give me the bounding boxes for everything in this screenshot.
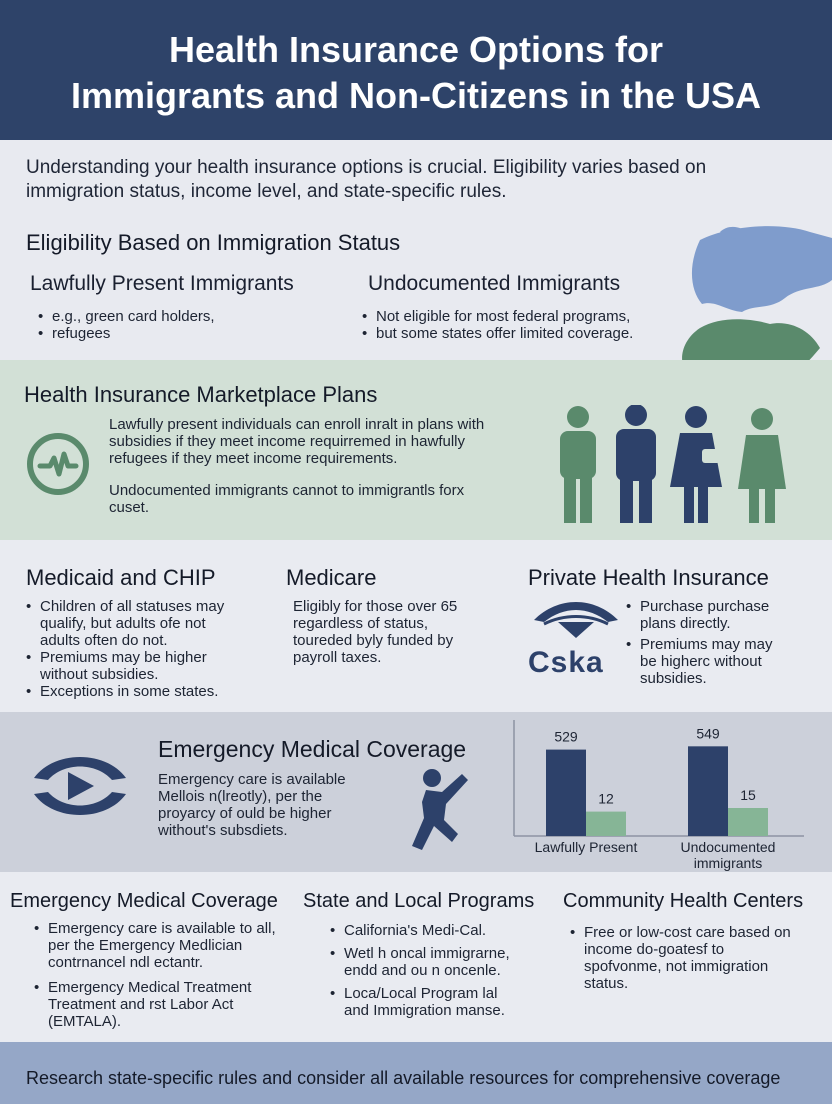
intro-text bbox=[26, 156, 726, 204]
be-b1-l1: Emergency care is available to all, bbox=[48, 920, 276, 937]
marketplace-p1-line-2: subsidies if they meet income requirremed in hawfully bbox=[109, 433, 465, 450]
be-b2-l3: (EMTALA). bbox=[48, 1013, 122, 1030]
cska-logo-text: Cska bbox=[528, 646, 604, 679]
runner-icon bbox=[400, 768, 470, 852]
medicaid-bullet-3 bbox=[26, 683, 266, 700]
community-bullet-1 bbox=[570, 924, 810, 992]
category-label-1-1: immigrants bbox=[693, 855, 763, 871]
private-b2-l2: be higherc without bbox=[640, 653, 762, 670]
shield-eye-mark bbox=[528, 600, 624, 642]
intro-line-1: Understanding your health insurance options is crucial. Eligibility varies based on bbox=[26, 157, 707, 178]
pulse-icon bbox=[26, 432, 90, 496]
bottom-emergency-bullet-1 bbox=[34, 920, 294, 971]
medicaid-bullet-2 bbox=[26, 649, 266, 683]
bar-green-1 bbox=[728, 808, 768, 836]
marketplace-p1-line-3: refugees if they meet income requirements. bbox=[109, 450, 398, 467]
medicare-heading: Medicare bbox=[286, 565, 377, 590]
emergency-panel-text bbox=[158, 771, 388, 839]
medicaid-b1-l3: adults often do not. bbox=[40, 632, 168, 649]
lawful-bullet-1: • e.g., green card holders, bbox=[38, 308, 215, 325]
emergency-panel-heading: Emergency Medical Coverage bbox=[158, 736, 467, 762]
medicare-line-1: Eligibly for those over 65 bbox=[293, 598, 458, 615]
emergency-panel-line-4: without's subsdiets. bbox=[158, 822, 288, 839]
medicare-line-3: toureded byly funded by bbox=[293, 632, 454, 649]
undocumented-title: Undocumented Immigrants bbox=[368, 272, 621, 295]
lawful-bullet-2: • refugees bbox=[38, 325, 215, 342]
bottom-emergency-bullets bbox=[34, 920, 294, 1030]
medicare-text bbox=[293, 598, 493, 666]
state-programs-bullets bbox=[330, 922, 550, 1019]
shield-eye-logo-icon bbox=[528, 600, 624, 679]
medicare-line-4: payroll taxes. bbox=[293, 649, 382, 666]
bar-label-green-0: 12 bbox=[598, 790, 614, 807]
footer-text: Research state-specific rules and consider all available resources for comprehensive coverage bbox=[26, 1068, 781, 1088]
cm-b1-l4: status. bbox=[584, 975, 629, 992]
undocumented-bullet-1: • Not eligible for most federal programs, bbox=[362, 308, 633, 325]
bar-chart bbox=[508, 712, 808, 872]
private-b2-l3: subsidies. bbox=[640, 670, 707, 687]
page-title bbox=[0, 0, 832, 119]
medicaid-bullets bbox=[26, 598, 266, 700]
private-b1-l1: Purchase purchase bbox=[640, 598, 770, 615]
bar-dark-1 bbox=[688, 746, 728, 836]
title-line-2: Immigrants and Non-Citizens in the USA bbox=[70, 75, 762, 116]
private-bullets bbox=[626, 598, 816, 687]
state-programs-heading: State and Local Programs bbox=[303, 890, 535, 912]
st-b2-l1: Wetl h oncal immigrarne, bbox=[344, 945, 510, 962]
bar-label-green-1: 15 bbox=[740, 787, 756, 803]
st-b3-l1: Loca/Local Program lal bbox=[344, 985, 498, 1002]
cm-b1-l3: spofvonme, not immigration bbox=[584, 958, 769, 975]
private-heading: Private Health Insurance bbox=[528, 565, 769, 590]
medicare-line-2: regardless of status, bbox=[293, 615, 429, 632]
st-b1-l1: California's Medi-Cal. bbox=[344, 922, 487, 939]
be-b2-l1: Emergency Medical Treatment bbox=[48, 979, 252, 996]
title-line-1: Health Insurance Options for bbox=[168, 29, 664, 70]
state-bullet-3 bbox=[330, 985, 550, 1019]
private-b2-l1: Premiums may may bbox=[640, 636, 773, 653]
community-bullets bbox=[570, 924, 810, 992]
medicaid-b3-l1: Exceptions in some states. bbox=[40, 683, 219, 700]
be-b1-l3: contrnancel ndl ectantr. bbox=[48, 954, 204, 971]
lawful-title: Lawfully Present Immigrants bbox=[30, 272, 294, 295]
emergency-panel-line-2: Mellois n(lreotly), per the bbox=[158, 788, 323, 805]
be-b2-l2: Treatment and rst Labor Act bbox=[48, 996, 234, 1013]
medicaid-heading: Medicaid and CHIP bbox=[26, 565, 216, 590]
bar-dark-0 bbox=[546, 750, 586, 836]
medicaid-bullet-1 bbox=[26, 598, 266, 649]
cm-b1-l1: Free or low-cost care based on bbox=[584, 924, 791, 941]
marketplace-heading: Health Insurance Marketplace Plans bbox=[24, 382, 378, 407]
medicaid-b2-l2: without subsidies. bbox=[40, 666, 159, 683]
state-bullet-2 bbox=[330, 945, 550, 979]
st-b3-l2: and Immigration manse. bbox=[344, 1002, 505, 1019]
bottom-emergency-heading: Emergency Medical Coverage bbox=[10, 890, 278, 912]
marketplace-section bbox=[0, 360, 832, 540]
medicaid-b1-l2: qualify, but adults ofe not bbox=[40, 615, 206, 632]
intro-line-2: immigration status, income level, and state-specific rules. bbox=[26, 181, 507, 202]
people-icon bbox=[546, 405, 796, 525]
category-label-0-0: Lawfully Present bbox=[534, 839, 638, 855]
category-label-1-0: Undocumented bbox=[680, 839, 776, 855]
bottom-section bbox=[0, 872, 832, 1042]
eligibility-heading: Eligibility Based on Immigration Status bbox=[26, 230, 401, 255]
programs-section bbox=[0, 540, 832, 712]
bar-green-0 bbox=[586, 812, 626, 836]
marketplace-p2-line-1: Undocumented immigrants cannot to immigrantls forx bbox=[109, 482, 465, 499]
state-bullet-1 bbox=[330, 922, 550, 939]
cm-b1-l2: income do-goatesf to bbox=[584, 941, 725, 958]
medicaid-b2-l1: Premiums may be higher bbox=[40, 649, 207, 666]
medicaid-b1-l1: Children of all statuses may bbox=[40, 598, 225, 615]
community-heading: Community Health Centers bbox=[563, 890, 804, 912]
private-bullet-1 bbox=[626, 598, 816, 632]
marketplace-p1-line-1: Lawfully present individuals can enroll inralt in plans with bbox=[109, 416, 485, 433]
header-banner bbox=[0, 0, 832, 140]
marketplace-p2-line-2: cuset. bbox=[109, 499, 150, 516]
emergency-panel bbox=[0, 712, 832, 872]
st-b2-l2: endd and ou n oncenle. bbox=[344, 962, 501, 979]
private-b1-l2: plans directly. bbox=[640, 615, 731, 632]
bar-label-dark-1: 549 bbox=[696, 725, 720, 742]
footer-banner bbox=[0, 1042, 832, 1104]
emergency-panel-line-3: proyarcy of ould be higher bbox=[158, 805, 332, 822]
bottom-emergency-bullet-2 bbox=[34, 979, 294, 1030]
marketplace-paragraph-2 bbox=[109, 482, 509, 516]
bar-label-dark-0: 529 bbox=[554, 728, 578, 745]
intro-section bbox=[0, 140, 832, 360]
undocumented-bullet-2-text: but some states offer limited coverage. bbox=[376, 325, 634, 342]
private-bullet-2 bbox=[626, 636, 816, 687]
marketplace-paragraph-1 bbox=[109, 416, 529, 467]
be-b1-l2: per the Emergency Medlician bbox=[48, 937, 243, 954]
eye-icon bbox=[30, 748, 130, 824]
emergency-panel-line-1: Emergency care is available bbox=[158, 771, 346, 788]
undocumented-bullets bbox=[362, 308, 633, 342]
lawful-bullets bbox=[38, 308, 215, 342]
undocumented-bullet-2 bbox=[362, 325, 633, 342]
